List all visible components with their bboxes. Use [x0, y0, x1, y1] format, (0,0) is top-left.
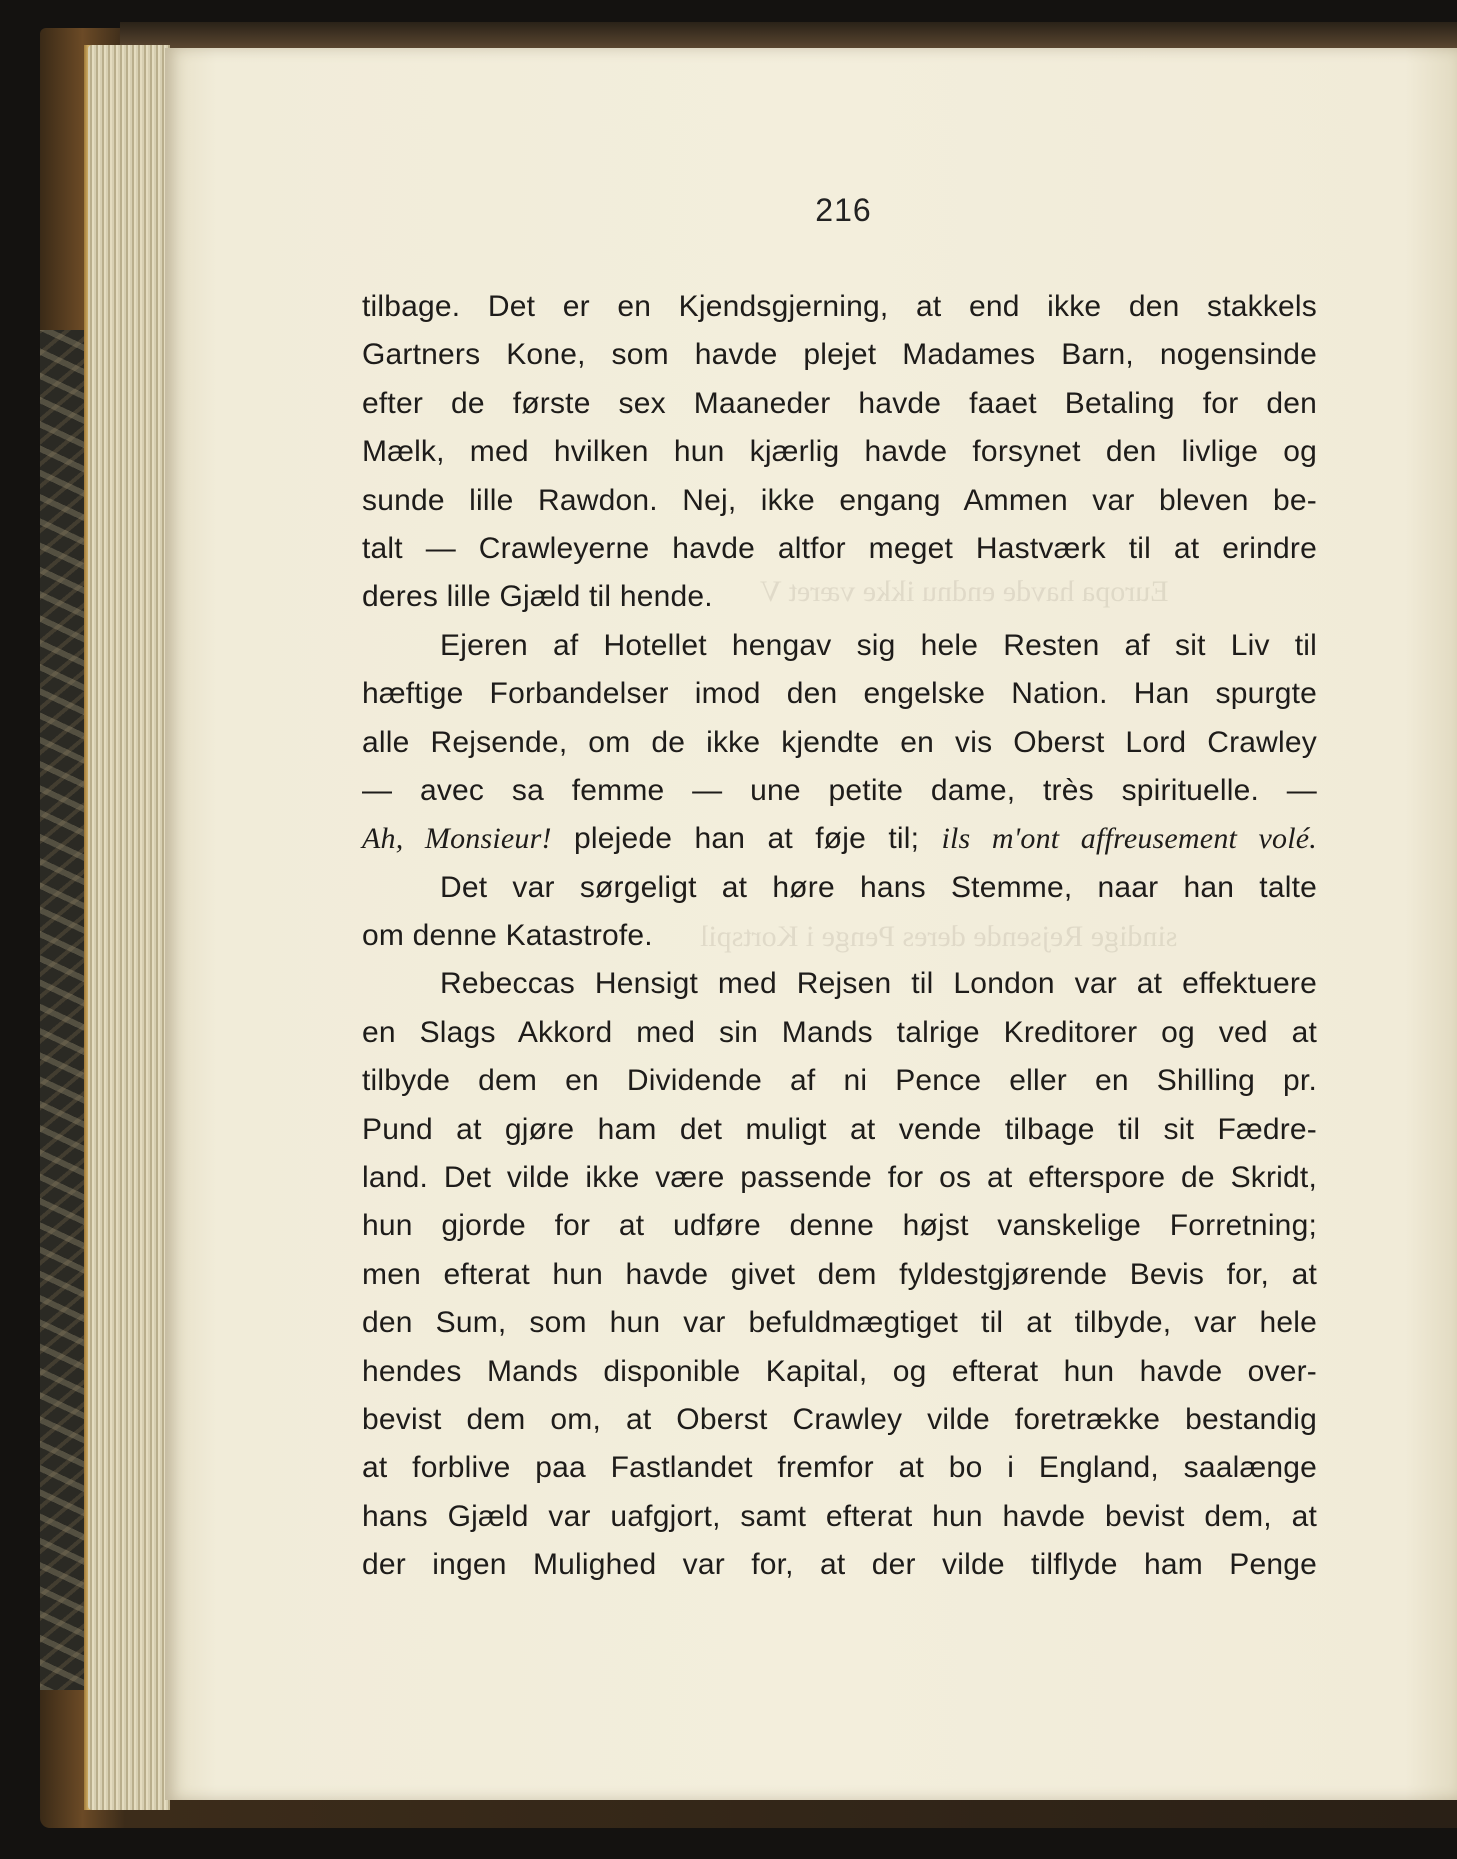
text-line: sunde lille Rawdon. Nej, ikke engang Ammen var bleven be- [362, 483, 1317, 517]
top-page-edge [120, 22, 1457, 48]
body-text [362, 283, 1317, 1590]
text-line: alle Rejsende, om de ikke kjendte en vis Oberst Lord Crawley [362, 725, 1317, 759]
show-through-text: sindige Rejsende deres Penge i Kortspil [700, 920, 1178, 953]
text-line: Gartners Kone, som havde plejet Madames Barn, nogensinde [362, 338, 1317, 372]
text-line: land. Det vilde ikke være passende for os at efterspore de Skridt, [362, 1161, 1317, 1195]
text-line: tilbage. Det er en Kjendsgjerning, at end ikke den stakkels [362, 290, 1317, 323]
text-line: der ingen Mulighed var for, at der vilde tilflyde ham Penge [362, 1548, 1317, 1582]
text-line-mixed [362, 815, 1317, 863]
text-line: den Sum, som hun var befuldmægtiget til at tilbyde, var hele [362, 1306, 1317, 1340]
text-line: Mælk, med hvilken hun kjærlig havde forsynet den livlige og [362, 435, 1317, 469]
text-line: om denne Katastrofe. [362, 919, 653, 953]
marbled-cover-edge [40, 330, 90, 1690]
text-line: men efterat hun havde givet dem fyldestgjørende Bevis for, at [362, 1257, 1317, 1291]
text-line: Rebeccas Hensigt med Rejsen til London var at effektuere [440, 967, 1317, 1001]
text-line: talt — Crawleyerne havde altfor meget Hastværk til at erindre [362, 531, 1317, 565]
text-line: at forblive paa Fastlandet fremfor at bo i England, saalænge [362, 1451, 1317, 1485]
text-line: bevist dem om, at Oberst Crawley vilde foretrække bestandig [362, 1402, 1317, 1436]
page-number: 216 [815, 192, 872, 228]
text-line: Pund at gjøre ham det muligt at vende tilbage til sit Fædre- [362, 1112, 1317, 1146]
text-line: hun gjorde for at udføre denne højst vanskelige Forretning; [362, 1209, 1317, 1243]
text-line: deres lille Gjæld til hende. [362, 580, 713, 614]
text-line: en Slags Akkord med sin Mands talrige Kreditorer og ved at [362, 1015, 1317, 1049]
text-line: hans Gjæld var uafgjort, samt efterat hun havde bevist dem, at [362, 1499, 1317, 1533]
show-through-text: Europa havde endnu ikke været V [760, 575, 1169, 608]
text-line: — avec sa femme — une petite dame, très spirituelle. — [362, 773, 1317, 807]
text-line: efter de første sex Maaneder havde faaet Betaling for den [362, 386, 1317, 420]
italic-phrase: Ah, Monsieur! [362, 822, 552, 856]
italic-phrase: ils m'ont affreusement volé. [941, 822, 1317, 856]
text-line: tilbyde dem en Dividende af ni Pence eller en Shilling pr. [362, 1064, 1317, 1098]
text-span: plejede han at føje til; [574, 822, 920, 856]
text-line: hendes Mands disponible Kapital, og efterat hun havde over- [362, 1354, 1317, 1388]
text-line: Det var sørgeligt at høre hans Stemme, naar han talte [440, 870, 1317, 904]
page-stack-edges [88, 45, 170, 1810]
text-line: Ejeren af Hotellet hengav sig hele Resten af sit Liv til [440, 628, 1317, 662]
text-line: hæftige Forbandelser imod den engelske Nation. Han spurgte [362, 677, 1317, 711]
